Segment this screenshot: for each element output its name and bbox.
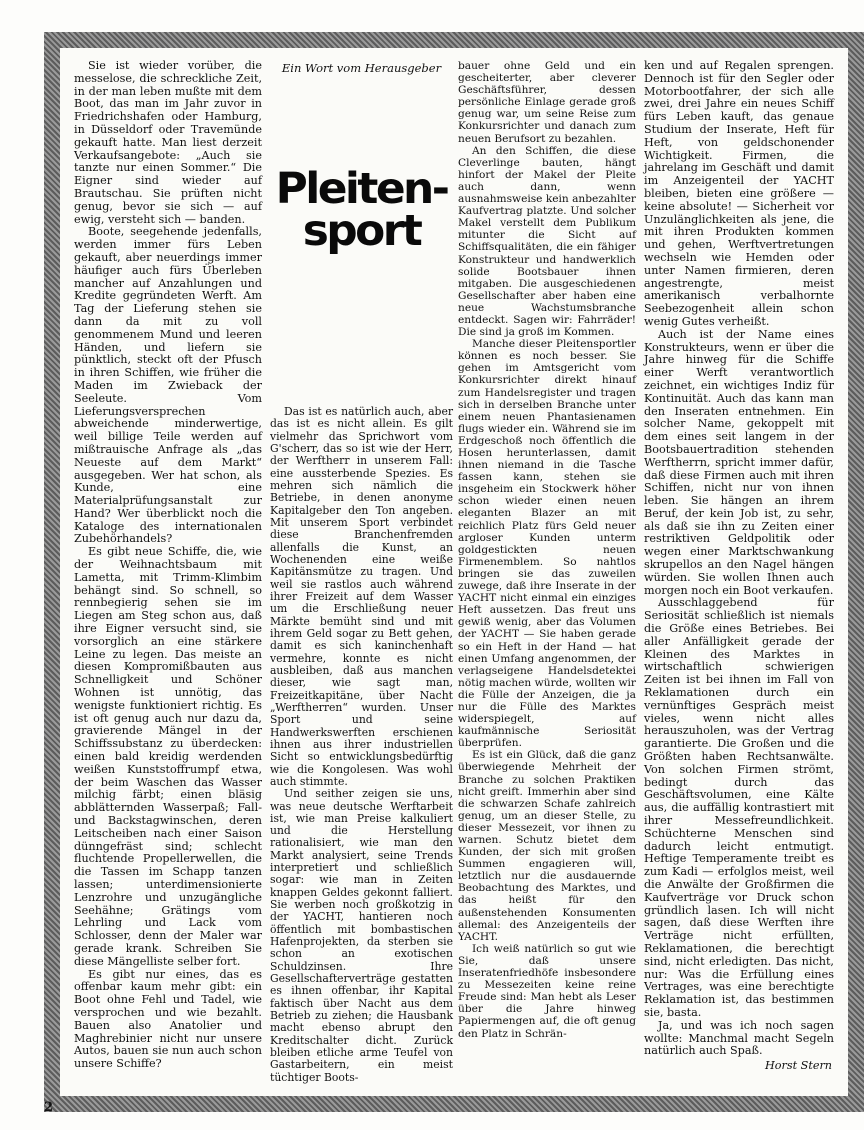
article-column-4 [644,60,834,1073]
article-column-1 [74,60,262,1071]
paragraph: Sie ist wieder vorüber, die messelose, die schreckliche Zeit, in der man leben mußte mit dem Boot, das man im Jahr zuvor in Friedrichshafen oder Hamburg, in Düsseldorf oder Travemünde gekauft hatte. Man liest derzeit Verkaufsangebote: „Auch sie tanzte nur einen Sommer.“ Die Eigner sind wieder auf Brautschau. Sie prüften nicht genug, bevor sie sich — auf ewig, versteht sich — banden. [74,59,262,226]
paragraph: Es gibt nur eines, das es offenbar kaum mehr gibt: ein Boot ohne Fehl und Tadel, wie versprochen und wie bezahlt. Bauen also Anatolier und Maghrebinier nicht nur unsere Autos, bauen sie nun auch schon unsere Schiffe? [74,967,262,1071]
paragraph: Boote, seegehende jedenfalls, werden immer fürs Leben gekauft, aber neuerdings immer häufiger auch fürs Überleben mancher auf Anzahlungen und Kredite gegründeten Werft. Am Tag der Lieferung stehen sie dann da mit zu voll genommenem Mund und leeren Händen, und liefern sie pünktlich, steckt oft der Pfusch in ihren Schiffen, wie früher die Maden im Zwieback der Seeleute. Vom Lieferungsversprechen abweichende minderwertige, weil billige Teile werden auf mißtrauische Anfrage als „das Neueste auf dem Markt“ ausgegeben. Wer hat schon, als Kunde, eine Materialprüfungsanstalt zur Hand? Wer überblickt noch die Kataloge des internationalen Zubehörhandels? [74,225,262,546]
title-line: sport [302,206,421,256]
paragraph: Es gibt neue Schiffe, die, wie der Weihnachtsbaum mit Lametta, mit Trimm-Klimbim behängt sind. So schnell, so rennbegierig sehen sie im Liegen am Steg schon aus, daß ihre Eigner versucht sind, sie vorsorglich an eine stärkere Leine zu legen. Das meiste an diesen Kompromißbauten aus Schnelligkeit und Schöner Wohnen ist unnötig, das wenigste funktioniert richtig. Es ist oft genug auch nur dazu da, gravierende Mängel in der Schiffssubstanz zu überdecken: einen bald kreidig werdenden weißen Kunststoffrumpf etwa, der beim Waschen das Wasser milchig färbt; einen bläsig abblätternden Wasserpaß; Fall- und Backstagwinschen, deren Leitscheiben nach einer Saison dünngefräst sind; schlecht fluchtende Propellerwellen, die die Tassen im Schapp tanzen lassen; unterdimensionierte Lenzrohre und unzugängliche Seehähne; Grätings vom Lehrling und Lack vom Schlosser, denn der Maler war gerade krank. Schreiben Sie diese Mängelliste selber fort. [74,545,262,968]
paragraph: Auch ist der Name eines Konstrukteurs, wenn er über die Jahre hinweg für die Schiffe einer Werft verantwortlich zeichnet, ein wichtiges Indiz für Kontinuität. Auch das kann man den Inseraten entnehmen. Ein solcher Name, gekoppelt mit dem eines seit langem in der Bootsbauertradition stehenden Werftherrn, spricht immer dafür, daß diese Firmen auch mit ihren Schiffen, nicht nur von ihnen leben. Sie hängen an ihrem Beruf, der kein Job ist, zu sehr, als daß sie ihn zu Zeiten einer restriktiven Geldpolitik oder wegen einer Marktschwankung skrupellos an den Nagel hängen würden. Sie wollen Ihnen auch morgen noch ein Boot verkaufen. [644,327,834,597]
article-title [268,164,455,256]
paragraph: An den Schiffen, die diese Cleverlinge bauten, hängt hinfort der Makel der Pleite auch dann, wenn ausnahmsweise kein anbezahlter Kaufvertrag platzte. Und solcher Makel verstellt dem Publikum mitunter die Sicht auf Schiffsqualitäten, die ein fähiger Konstrukteur und handwerklich solide Bootsbauer ihnen mitgaben. Die ausgeschiedenen Gesellschafter aber haben eine neue Wachstumsbranche entdeckt. Sagen wir: Fahrräder! Die sind ja groß im Kommen. [458,144,636,339]
paragraph: Ausschlaggebend für Seriosität schließlich ist niemals die Größe eines Betriebes. Bei aller Anfälligkeit gerade der Kleinen des Marktes in wirtschaftlich schwierigen Zeiten ist bei ihnen im Fall von Reklamationen durch ein vernünftiges Gespräch meist vieles, wenn nicht alles herauszuholen, was der Vertrag garantierte. Die Großen und die Größten haben Rechtsanwälte. Von solchen Firmen strömt, bedingt durch das Geschäftsvolumen, eine Kälte aus, die auffällig kontrastiert mit ihrer Messefreundlichkeit. Schüchterne Menschen sind dadurch leicht entmutigt. Heftige Temperamente treibt es zum Kadi — erfolglos meist, weil die Anwälte der Großfirmen die Kaufverträge vor Druck schon gründlich lasen. Ich will nicht sagen, daß diese Werften ihre Verträge nicht erfüllten, Reklamationen, die berechtigt sind, nicht erledigten. Das nicht, nur: Was die Erfüllung eines Vertrages, was eine berechtigte Reklamation ist, das bestimmen sie, basta. [644,596,834,1019]
paragraph: Das ist es natürlich auch, aber das ist es nicht allein. Es gilt vielmehr das Sprichwort vom G'scherr, das so ist wie der Herr, der Werftherr in unserem Fall: eine aussterbende Spezies. Es mehren sich nämlich die Betriebe, in denen anonyme Kapitalgeber den Ton angeben. Mit unserem Sport verbindet diese Branchenfremden allenfalls die Kunst, an Wochenenden eine weiße Kapitänsmütze zu tragen. Und weil sie rastlos auch während ihrer Freizeit auf dem Wasser um die Erschließung neuer Märkte bemüht sind und mit ihrem Geld sogar zu Bett gehen, damit es sich kaninchenhaft vermehre, konnte es nicht ausbleiben, daß aus manchen dieser, wie sagt man, Freizeitkapitäne, über Nacht „Werftherren“ wurden. Unser Sport und seine Handwerkswerften erschienen ihnen aus ihrer industriellen Sicht so entwicklungsbedürftig wie die Kongolesen. Was wohl auch stimmte. [270,405,453,788]
kicker: Ein Wort vom Herausgeber [281,61,442,75]
article-page [60,48,848,1096]
paragraph: ken und auf Regalen sprengen. Dennoch ist für den Segler oder Motorbootfahrer, der sich alle zwei, drei Jahre ein neues Schiff fürs Leben kauft, das genaue Studium der Inserate, Heft für Heft, von geldschonender Wichtigkeit. Firmen, die jahrelang im Geschäft und damit im Anzeigenteil der YACHT bleiben, bieten eine größere — keine absolute! — Sicherheit vor Unzulänglichkeiten als jene, die mit ihren Produkten kommen und gehen, Werftvertretungen wechseln wie Hemden oder unter Namen firmieren, deren angestrengte, meist amerikanisch verbalhornte Seebezogenheit allein schon wenig Gutes verheißt. [644,59,834,328]
page-border [44,32,864,1112]
paragraph: Ja, und was ich noch sagen wollte: Manchmal macht Segeln natürlich auch Spaß. [644,1018,834,1058]
author-signature: Horst Stern [765,1059,832,1073]
article-column-2 [270,406,453,1084]
paragraph: Ich weiß natürlich so gut wie Sie, daß unsere Inseratenfriedhöfe insbesondere zu Messezeiten keine reine Freude sind: Man hebt als Leser über die Jahre hinweg Papiermengen auf, die oft genug den Platz in Schrän- [458,942,636,1040]
paragraph: Es ist ein Glück, daß die ganz überwiegende Mehrheit der Branche zu solchen Praktiken nicht greift. Immerhin aber sind die schwarzen Schafe zahlreich genug, um an dieser Stelle, zu dieser Messezeit, vor ihnen zu warnen. Schutz bietet dem Kunden, der sich mit großen Summen engagieren will, letztlich nur die ausdauernde Beobachtung des Marktes, und das heißt für den außenstehenden Konsumenten allemal: des Anzeigenteils der YACHT. [458,749,636,943]
title-line: Pleiten- [275,164,448,214]
paragraph: bauer ohne Geld und ein gescheiterter, aber cleverer Geschäftsführer, dessen persönliche Einlage gerade groß genug war, um seine Reise zum Konkursrichter und danach zum neuen Berufsort zu bezahlen. [458,60,636,145]
paragraph: Manche dieser Pleitensportler können es noch besser. Sie gehen im Amtsgericht vom Konkursrichter direkt hinauf zum Handelsregister und tragen sich in derselben Branche unter einem neuen Phantasienamen flugs wieder ein. Während sie im Erdgeschoß noch öffentlich die Hosen herunterlassen, damit ihnen niemand in die Tasche fassen kann, stehen sie insgeheim ein Stockwerk höher schon wieder einen neuen eleganten Blazer an mit reichlich Platz fürs Geld neuer argloser Kunden unterm goldgestickten neuen Firmenemblem. So nahtlos bringen sie das zuweilen zuwege, daß ihre Inserate in der YACHT nicht einmal ein einziges Heft aussetzen. Das freut uns gewiß wenig, aber das Volumen der YACHT — Sie haben gerade so ein Heft in der Hand — hat einen Umfang angenommen, der verlagseigene Handelsdetektei nötig machen würde, wollten wir die Fülle der Anzeigen, die ja nur die Fülle des Marktes widerspiegelt, auf kaufmännische Seriosität überprüfen. [458,338,636,750]
page-number: 2 [44,1100,54,1115]
paragraph: Und seither zeigen sie uns, was neue deutsche Werftarbeit ist, wie man Preise kalkuliert und die Herstellung rationalisiert, wie man den Markt analysiert, seine Trends interpretiert und schließlich sogar: wie man in Zeiten knappen Geldes gekonnt falliert. Sie werben noch großkotzig in der YACHT, hantieren noch öffentlich mit bombastischen Hafenprojekten, da sterben sie schon an exotischen Schuldzinsen. Ihre Gesellschafterverträge gestatten es ihnen offenbar, ihr Kapital faktisch über Nacht aus dem Betrieb zu ziehen; die Hausbank macht ebenso abrupt den Kreditschalter dicht. Zurück bleiben etliche arme Teufel von Gastarbeitern, ein meist tüchtiger Boots- [270,787,453,1084]
article-column-3 [458,60,636,1040]
